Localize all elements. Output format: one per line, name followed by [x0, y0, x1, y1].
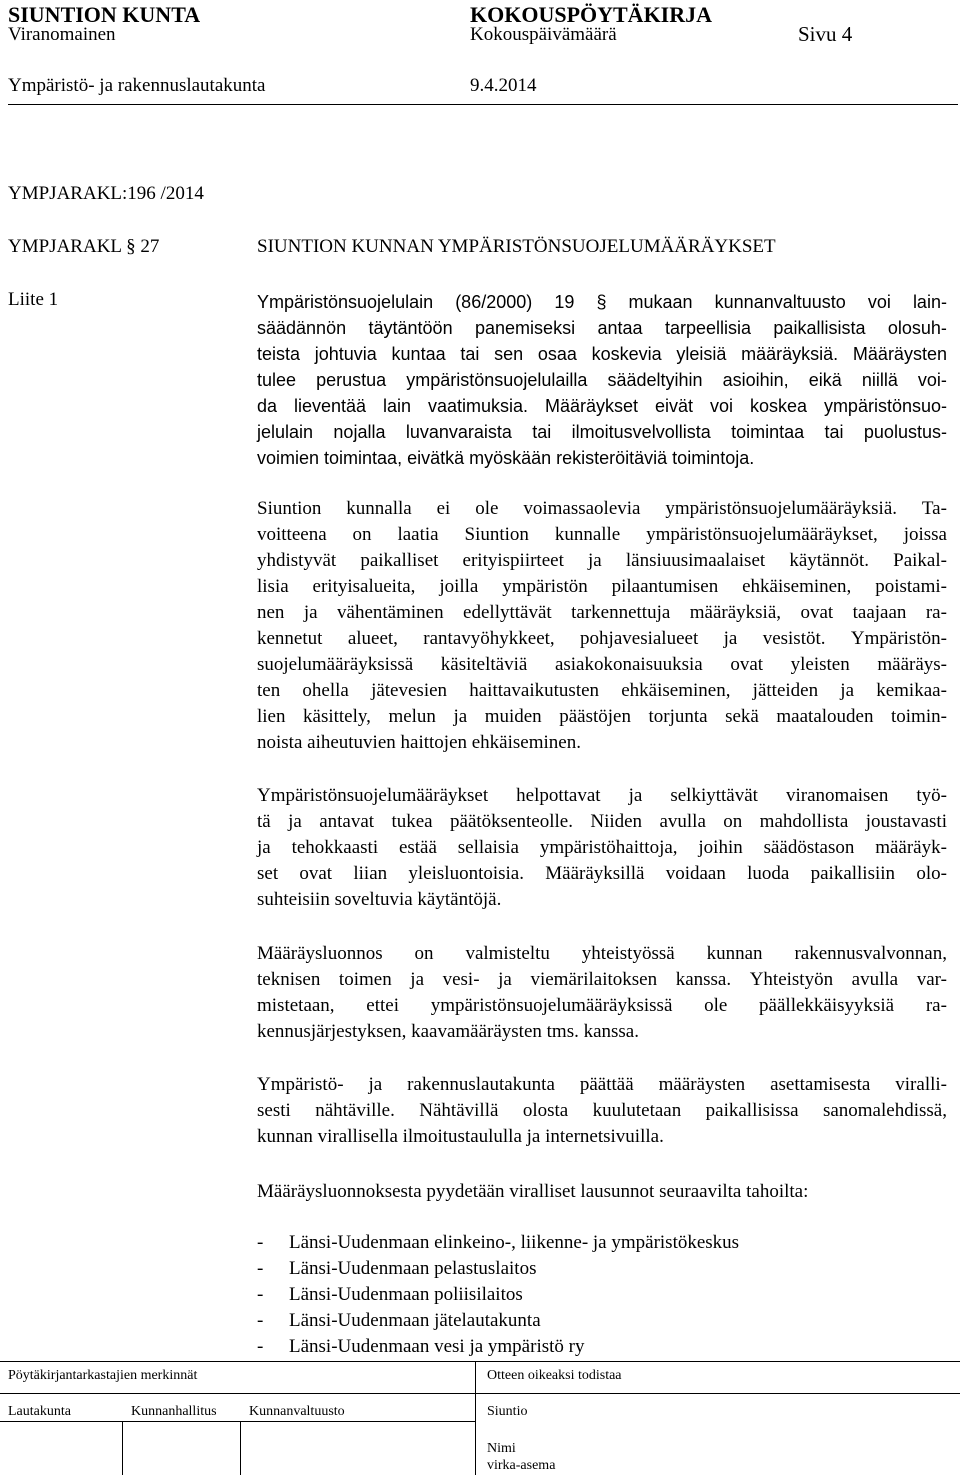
paragraph-benefits: Ympäristönsuojelumääräykset helpottavat ja selkiyttävät viranomaisen työ- tä ja antavat tukea päätöksenteolle. Niiden avulla on mahdollista joustavasti ja tehokkaasti estää sellaisia ympäristöhaittoja, joihin säädöstason määräyk- set ovat liian yleisluontoisia. Määräyksillä voidaan luoda paikallisiin olo- suhteisiin soveltuvia käytäntöjä.: [257, 785, 947, 910]
list-item: - Länsi-Uudenmaan vesi ja ympäristö ry: [257, 1336, 585, 1357]
paragraph-public-display: Ympäristö- ja rakennuslautakunta päättää määräysten asettamisesta viralli- sesti nähtäville. Nähtävillä olosta kuulutetaan paikallisissa sanomalehdissä, kunnan virallisella ilmoitustaululla ja internetsivuilla.: [257, 1074, 947, 1147]
authority-label: Viranomainen: [8, 24, 116, 45]
footer-column-divider: [475, 1361, 476, 1475]
paragraph-legal-basis: Ympäristönsuojelulain (86/2000) 19 § mukaan kunnanvaltuusto voi lain- säädännön täytäntöön panemiseksi antaa tarpeellisia paikallisista olosuh- teista johtuvia kuntaa tai sen osaa koskevia yleisiä määräyksiä. Määräysten tulee perustua ympäristönsuojelulailla säädeltyihin asioihin, eikä niillä voi- da lieventää lain vaatimuksia. Määräykset eivät voi koskea ympäristönsuo- jelulain nojalla luvanvaraista tai ilmoitusvelvollista toimintaa tai puolustus- voimien toimintaa, eivätkä myöskään rekisteröitäviä toimintoja.: [257, 292, 947, 468]
stakeholder-list: [257, 1230, 739, 1360]
item-number: YMPJARAKL § 27: [8, 236, 160, 257]
reference-number: YMPJARAKL:196 /2014: [8, 183, 204, 204]
attachment-label: Liite 1: [8, 289, 59, 310]
footer-divider: [0, 1393, 960, 1394]
name-label: Nimi: [487, 1441, 516, 1456]
place-label: Siuntio: [487, 1404, 528, 1419]
reviewers-label: Pöytäkirjantarkastajien merkinnät: [8, 1368, 198, 1383]
footer-cell-divider: [122, 1421, 123, 1475]
document-type: KOKOUSPÖYTÄKIRJA: [470, 2, 713, 27]
footer-divider-left: [0, 1421, 475, 1422]
org-name: SIUNTION KUNTA: [8, 2, 201, 27]
paragraph-cooperation: Määräysluonnos on valmisteltu yhteistyössä kunnan rakennusvalvonnan, teknisen toimen ja vesi- ja viemärilaitoksen kanssa. Yhteistyön avulla var- mistetaan, ettei ympäristönsuojelumääräyksissä ole päällekkäisyyksiä ra- kennusjärjestyksen, kaavamääräysten tms. kanssa.: [257, 943, 947, 1042]
item-title: SIUNTION KUNNAN YMPÄRISTÖNSUOJELUMÄÄRÄYKSET: [257, 236, 776, 257]
header-divider: [8, 104, 958, 105]
footer-top-border: [0, 1361, 960, 1362]
page-number: Sivu 4: [798, 22, 853, 46]
footer-cell-divider: [240, 1421, 241, 1475]
date-label: Kokouspäivämäärä: [470, 24, 617, 45]
list-item: - Länsi-Uudenmaan poliisilaitos: [257, 1284, 523, 1305]
list-item: - Länsi-Uudenmaan pelastuslaitos: [257, 1258, 537, 1279]
position-label: virka-asema: [487, 1458, 556, 1473]
list-item: - Länsi-Uudenmaan elinkeino-, liikenne- ja ympäristökeskus: [257, 1232, 740, 1253]
lautakunta-label: Lautakunta: [8, 1404, 71, 1419]
paragraph-statements: Määräysluonnoksesta pyydetään viralliset lausunnot seuraavilta tahoilta:: [257, 1181, 809, 1202]
meeting-date: 9.4.2014: [470, 75, 537, 96]
paragraph-goals: Siuntion kunnalla ei ole voimassaolevia ympäristönsuojelumääräyksiä. Ta- voitteena on laatia Siuntion kunnalle ympäristönsuojelumääräykset, joissa yhdistyvät paikalliset erityispiirteet ja länsiuusimaalaiset käytännöt. Paikal- lisia erityisalueita, joilla ympäristön pilaantumisen ehkäiseminen, poistami- nen ja vähentäminen edellyttävät tarkennettuja määräyksiä, ovat taajaan ra- kennetut alueet, rantavyöhykkeet, pohjavesialueet ja vesistöt. Ympäristön- suojelumääräyksissä käsiteltäviä asiakokonaisuuksia ovat yleisten määräys- ten ohella jätevesien haittavaikutusten ehkäiseminen, jätteiden ja kemikaa- lien käsittely, melun ja muiden päästöjen torjunta sekä maatalouden toimin- noista aiheutuvien haittojen ehkäiseminen.: [257, 498, 947, 753]
list-item: - Länsi-Uudenmaan jätelautakunta: [257, 1310, 541, 1331]
authority-name: Ympäristö- ja rakennuslautakunta: [8, 75, 266, 96]
certified-copy-label: Otteen oikeaksi todistaa: [487, 1368, 622, 1383]
kunnanvaltuusto-label: Kunnanvaltuusto: [249, 1404, 345, 1419]
kunnanhallitus-label: Kunnanhallitus: [131, 1404, 217, 1419]
